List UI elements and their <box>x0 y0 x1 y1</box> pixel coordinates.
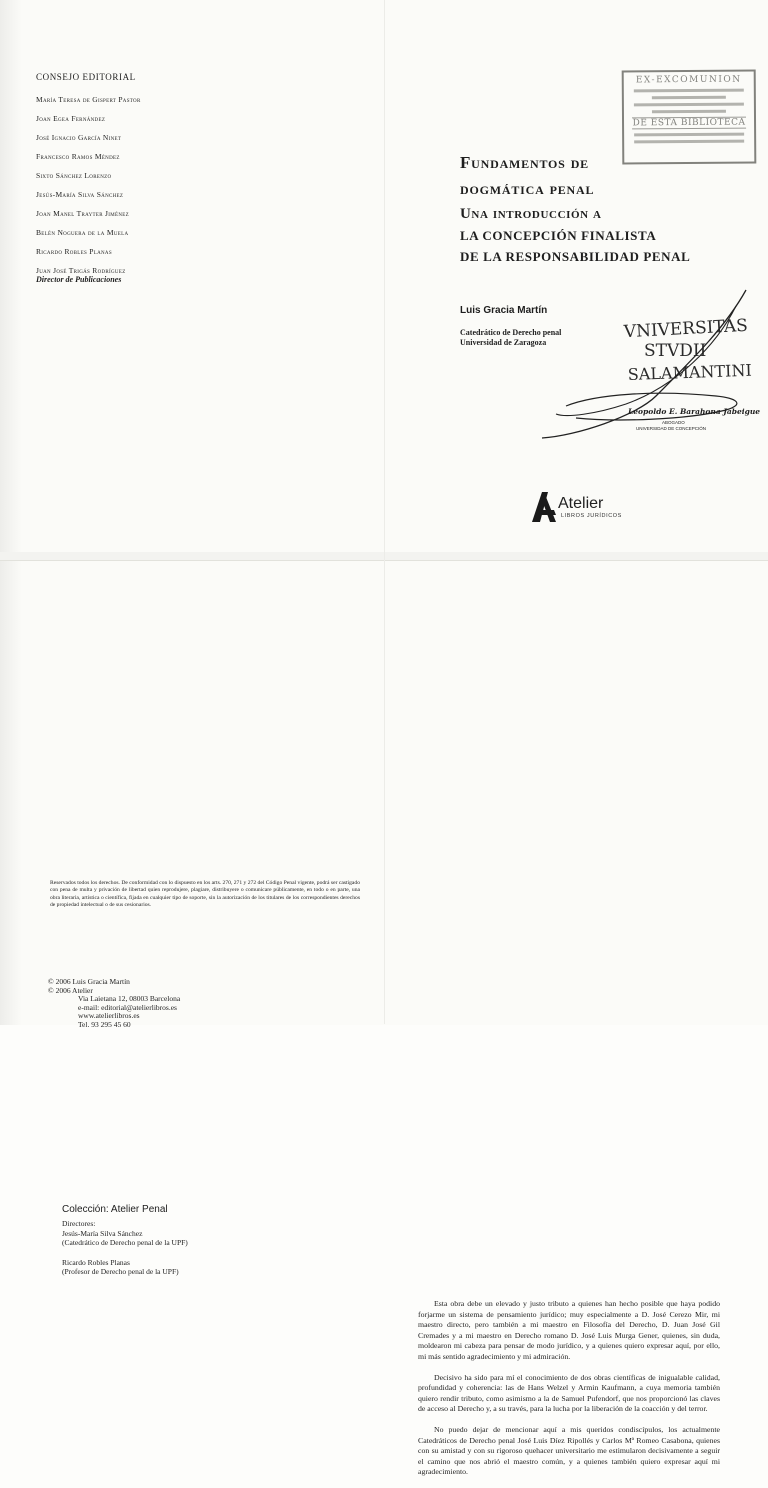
board-director-role: Director de Publicaciones <box>36 275 122 284</box>
book-title-line-2: dogmática penal <box>460 179 595 198</box>
copyright-block <box>48 978 378 1030</box>
author-university: Universidad de Zaragoza <box>460 338 547 347</box>
collection-title: Colección: Atelier Penal <box>62 1204 168 1215</box>
university-seal-and-signature <box>536 286 766 446</box>
editorial-board <box>36 72 336 285</box>
book-subtitle-line-1: Una introducción a <box>460 206 602 222</box>
board-member: Ricardo Robles Planas <box>36 247 112 256</box>
board-member: Jesús-María Silva Sánchez <box>36 190 124 199</box>
signature-title: ABOGADO <box>662 420 685 425</box>
scan-edge <box>0 0 22 552</box>
signature-university: UNIVERSIDAD DE CONCEPCIÓN <box>636 426 707 431</box>
director-role: (Profesor de Derecho penal de la UPF) <box>62 1267 179 1276</box>
publisher-subtitle: LIBROS JURÍDICOS <box>561 513 622 519</box>
publisher-name: Atelier <box>558 495 604 512</box>
signature-name: Leopoldo E. Barahona Jabeigue <box>628 407 761 416</box>
board-member: José Ignacio García Ninet <box>36 133 122 142</box>
seal-line-1: VNIVERSITAS <box>623 315 749 343</box>
copyright-author: © 2006 Luis Gracia Martín <box>48 977 130 986</box>
book-subtitle-line-2: LA CONCEPCIÓN FINALISTA <box>460 228 657 243</box>
stamp-illegible-lines <box>628 89 750 114</box>
scan-edge <box>0 561 22 1025</box>
seal-line-3: SALAMANTINI <box>627 360 753 385</box>
board-member: María Teresa de Gispert Pastor <box>36 95 141 104</box>
director-name: Jesús-María Silva Sánchez <box>62 1228 143 1238</box>
editorial-board-heading: CONSEJO EDITORIAL <box>36 72 136 82</box>
board-member: Francesco Ramos Méndez <box>36 152 120 161</box>
dedication-paragraph: No puedo dejar de mencionar aquí a mis queridos condiscípulos, los actualmente Catedráticos de Derecho penal José Luis Díez Ripollés y Carlos Mª Romeo Casabona, quienes con su amistad y con su rigoroso quehacer universitario me estimularon decisivamente a seguir el camino que nos abrió el maestro común, y a quienes también quiero expresar aquí mi agradecimiento. <box>418 1424 720 1477</box>
copyright-publisher: © 2006 Atelier <box>48 985 93 995</box>
publisher-address: Via Laietana 12, 08003 Barcelona <box>78 994 181 1004</box>
publisher-web: www.atelierlibros.es <box>78 1011 140 1021</box>
seal-line-2: STVDII <box>644 341 707 361</box>
stamp-box-text: DE ESTA BIBLIOTECA <box>632 117 746 129</box>
author-role: Catedrático de Derecho penal <box>460 328 562 337</box>
dedication-paragraph: Decisivo ha sido para mí el conocimiento de dos obras científicas de inigualable calidad, profundidad y coherencia: las de Hans Welzel y Armin Kaufmann, a cuya memoria también quiero rendir tributo, como asimismo a la de Samuel Pufendorf, que nos proporcionó las claves de acceso al Derecho y, a su través, para la lucha por la liberación de la coacción y del terror. <box>418 1372 720 1414</box>
book-title-line-1: Fundamentos de <box>460 153 589 172</box>
fold-line <box>384 0 385 1024</box>
board-member: Joan Manel Trayter Jiménez <box>36 209 129 218</box>
book-title-block <box>460 150 760 267</box>
publisher-email: e-mail: editorial@atelierlibros.es <box>78 1002 177 1012</box>
dedication-paragraph: Esta obra debe un elevado y justo tributo a quienes han hecho posible que haya podido forjarme un sistema de pensamiento jurídico; muy especialmente a D. José Cerezo Mir, mi maestro directo, pero también a mi maestro en Filosofía del Derecho, D. Juan José Gil Cremades y a mi maestro en Derecho romano D. José Luis Murga Gener, quienes, sin duda, moldearon mi cabeza para pensar de modo jurídico, y a quienes quiero expresar aquí, por ello, mi más sentido agradecimiento y mi admiración. <box>418 1299 720 1361</box>
rights-notice: Reservados todos los derechos. De conformidad con lo dispuesto en los arts. 270, 271 y 272 del Código Penal vigente, podrá ser castigado con pena de multa y privación de libertad quien reprodujere, plagiare, distribuyere o comunicare públicamente, en todo o en parte, una obra literaria, artística o científica, fijada en cualquier tipo de soporte, sin la autorización de los titulares de los correspondientes derechos de propiedad intelectual o de sus cesionarios. <box>50 880 360 908</box>
collection-info <box>62 1204 362 1277</box>
board-member: Sixto Sánchez Lorenzo <box>36 171 112 180</box>
dedication-text <box>418 1299 720 1488</box>
board-director: Juan José Trigás Rodríguez <box>36 266 126 275</box>
director-role: (Catedrático de Derecho penal de la UPF) <box>62 1238 188 1247</box>
publisher-phone: Tel. 93 295 45 60 <box>78 1019 131 1029</box>
stamp-title: EX-EXCOMUNION <box>635 74 742 86</box>
directors-label: Directores: <box>62 1219 96 1228</box>
book-author: Luis Gracia Martín <box>460 305 548 316</box>
board-member: Belén Noguera de la Muela <box>36 228 129 237</box>
director-name: Ricardo Robles Planas <box>62 1257 130 1267</box>
board-member: Joan Egea Fernández <box>36 114 106 123</box>
book-subtitle-line-3: DE LA RESPONSABILIDAD PENAL <box>460 249 691 264</box>
